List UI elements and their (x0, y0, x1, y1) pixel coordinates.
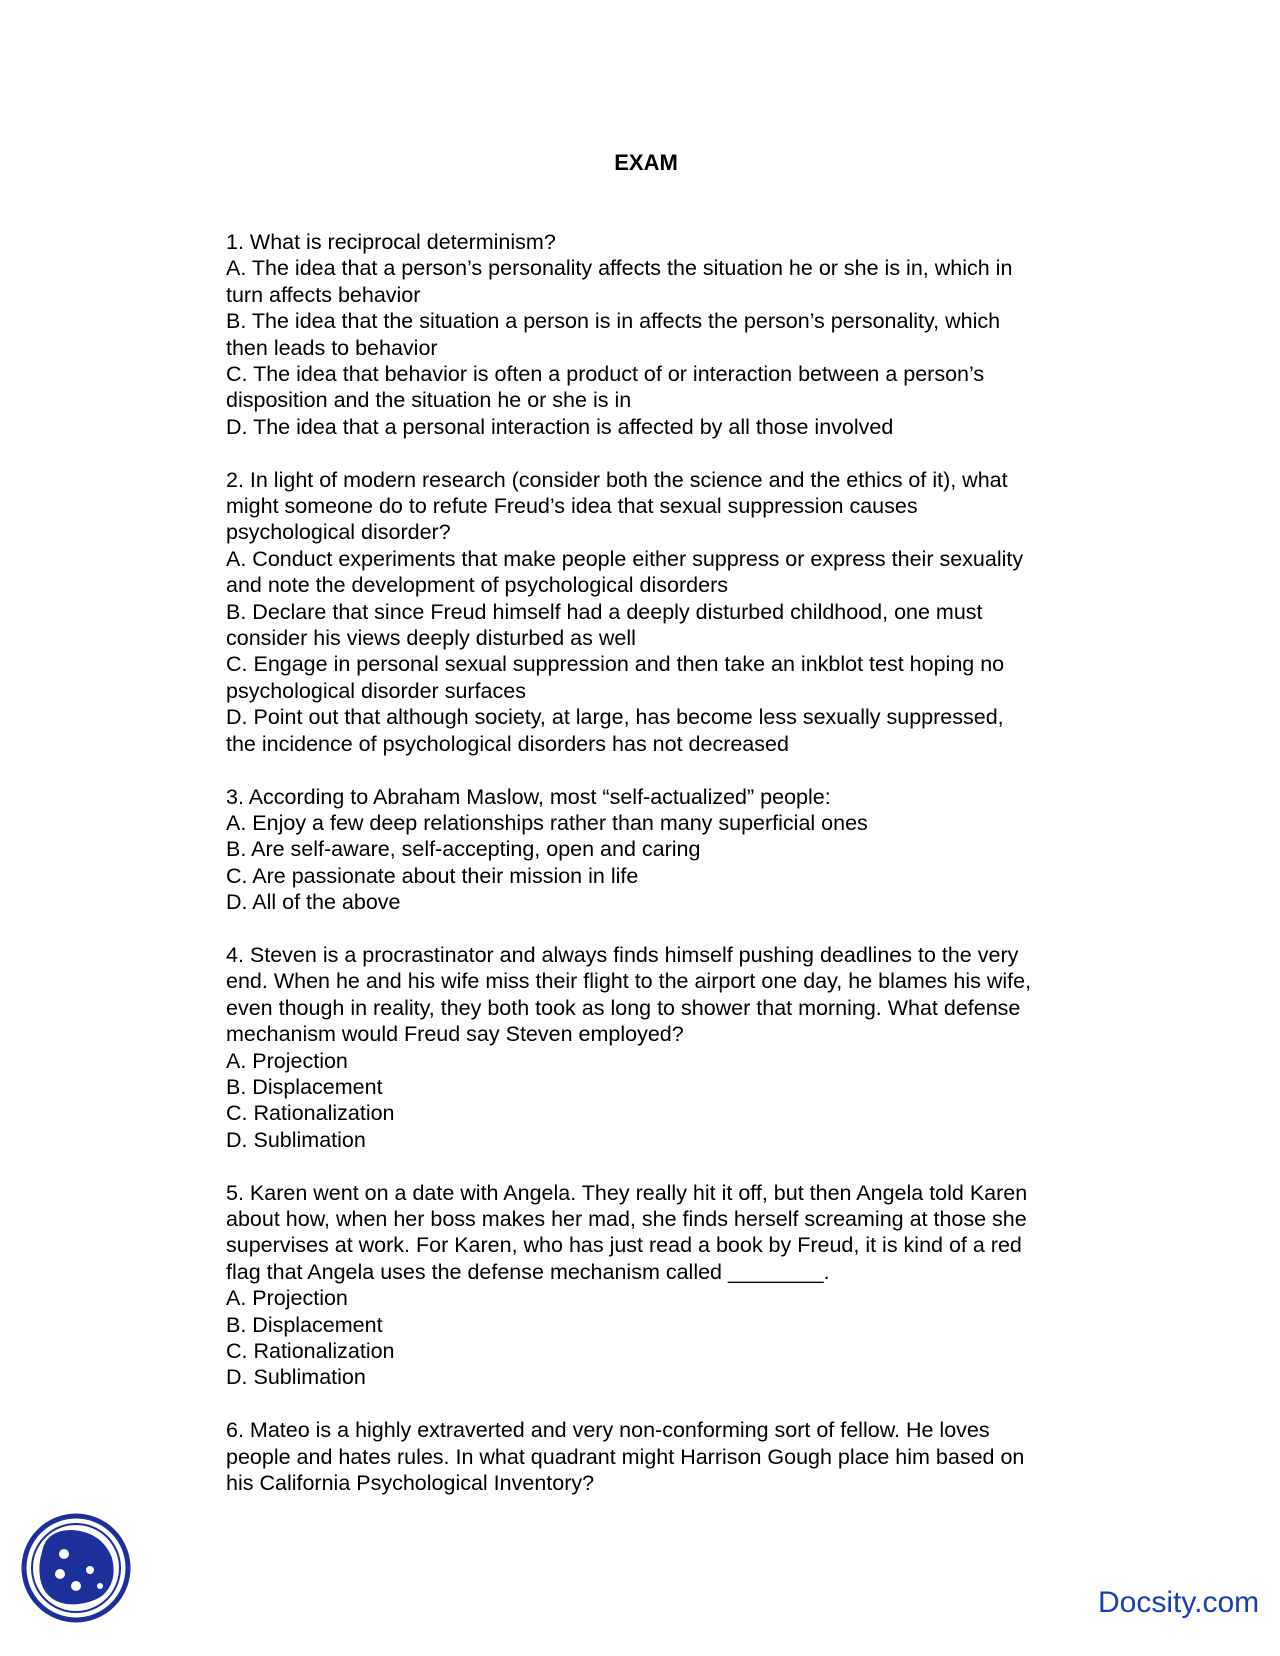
question-line: supervises at work. For Karen, who has just read a book by Freud, it is kind of a red (226, 1233, 1022, 1258)
question-line: A. Enjoy a few deep relationships rather than many superficial ones (226, 810, 868, 835)
question-1 (226, 229, 1106, 440)
question-line: end. When he and his wife miss their flight to the airport one day, he blames his wife, (226, 969, 1032, 994)
question-2 (226, 467, 1106, 757)
question-line: about how, when her boss makes her mad, she finds herself screaming at those she (226, 1206, 1027, 1231)
question-line: C. Rationalization (226, 1339, 395, 1363)
question-line: consider his views deeply disturbed as well (226, 626, 636, 651)
question-line: psychological disorder? (226, 520, 451, 545)
question-line: psychological disorder surfaces (226, 678, 526, 703)
question-5 (226, 1180, 1106, 1391)
question-6 (226, 1417, 1106, 1496)
question-line: C. Rationalization (226, 1101, 395, 1126)
question-line: D. Sublimation (226, 1365, 366, 1390)
question-line: might someone do to refute Freud’s idea that sexual suppression causes (226, 494, 918, 519)
question-line: people and hates rules. In what quadrant might Harrison Gough place him based on (226, 1444, 1025, 1469)
question-line: then leads to behavior (226, 335, 438, 360)
exam-body (226, 229, 1106, 1523)
question-line: D. Sublimation (226, 1127, 366, 1152)
question-line: 3. According to Abraham Maslow, most “self-actualized” people: (226, 784, 831, 809)
question-line: the incidence of psychological disorders has not decreased (226, 731, 789, 756)
question-line: 6. Mateo is a highly extraverted and very non-conforming sort of fellow. He loves (226, 1418, 990, 1443)
question-line: disposition and the situation he or she is in (226, 388, 632, 413)
question-3 (226, 784, 1106, 916)
question-line: flag that Angela uses the defense mechanism called ________. (226, 1259, 830, 1284)
question-line: D. The idea that a personal interaction is affected by all those involved (226, 414, 894, 439)
question-line: turn affects behavior (226, 282, 421, 307)
question-line: B. Are self-aware, self-accepting, open and caring (226, 837, 701, 862)
question-line: mechanism would Freud say Steven employed? (226, 1022, 684, 1047)
question-line: 1. What is reciprocal determinism? (226, 230, 556, 254)
question-line: B. Declare that since Freud himself had a deeply disturbed childhood, one must (226, 599, 983, 624)
page-title: EXAM (614, 150, 678, 175)
question-line: C. Are passionate about their mission in life (226, 863, 639, 888)
question-line: D. Point out that although society, at large, has become less sexually suppressed, (226, 705, 1004, 730)
question-line: D. All of the above (226, 890, 401, 915)
question-line: B. Displacement (226, 1074, 383, 1099)
question-line: C. The idea that behavior is often a product of or interaction between a person’s (226, 362, 985, 387)
question-4 (226, 942, 1106, 1153)
question-line: his California Psychological Inventory? (226, 1471, 595, 1496)
question-line: A. Conduct experiments that make people either suppress or express their sexuality (226, 546, 1024, 571)
question-line: B. The idea that the situation a person is in affects the person’s personality, which (226, 309, 1001, 334)
question-line: C. Engage in personal sexual suppression and then take an inkblot test hoping no (226, 652, 1005, 677)
question-line: even though in reality, they both took as long to shower that morning. What defense (226, 995, 1021, 1020)
docsity-logo-icon (20, 1512, 132, 1624)
question-line: B. Displacement (226, 1312, 383, 1337)
question-line: A. The idea that a person’s personality affects the situation he or she is in, which in (226, 256, 1013, 281)
question-line: and note the development of psychological disorders (226, 573, 728, 598)
docsity-brand: Docsity.com (1098, 1586, 1260, 1619)
question-line: 2. In light of modern research (consider both the science and the ethics of it), what (226, 467, 1008, 492)
question-line: A. Projection (226, 1048, 348, 1073)
question-line: 4. Steven is a procrastinator and always finds himself pushing deadlines to the very (226, 942, 1019, 967)
question-line: A. Projection (226, 1286, 348, 1311)
question-line: 5. Karen went on a date with Angela. They really hit it off, but then Angela told Karen (226, 1180, 1028, 1205)
